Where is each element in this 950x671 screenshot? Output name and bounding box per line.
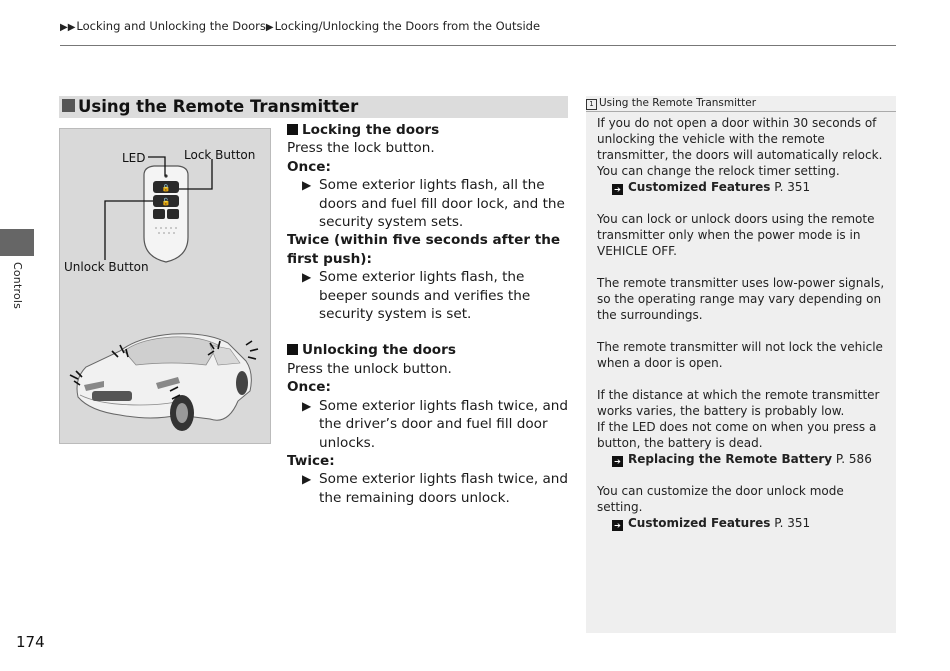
svg-text:🔓: 🔓	[161, 198, 171, 206]
callout-unlock-button: Unlock Button	[64, 260, 149, 274]
sidebar-body	[597, 115, 889, 531]
callout-lock-button: Lock Button	[184, 148, 256, 162]
locking-once-label: Once:	[287, 158, 331, 175]
breadcrumb-level2[interactable]: Locking/Unlocking the Doors from the Outside	[274, 19, 541, 33]
unlocking-once-result: ▶ Some exterior lights flash twice, and the driver’s door and fuel fill door unlocks.	[302, 397, 569, 451]
unlocking-twice-label: Twice:	[287, 452, 335, 469]
note-paragraph: You can lock or unlock doors using the remote transmitter only when the power mode is in VEHICLE OFF.	[597, 212, 875, 258]
sidebar-title: 1 Using the Remote Transmitter	[586, 96, 896, 112]
header-divider	[60, 45, 896, 46]
xref-customized-features[interactable]: ➔ Customized Features P. 351	[597, 179, 889, 195]
locking-heading: Locking the doors	[287, 121, 572, 139]
locking-once-result: ▶ Some exterior lights flash, all the doors and fuel fill door lock, and the security system sets.	[302, 177, 565, 231]
note-paragraph: If the LED does not come on when you press a button, the battery is dead.	[597, 420, 877, 450]
unlocking-heading: Unlocking the doors	[287, 341, 572, 359]
result-arrow-icon: ▶	[302, 270, 312, 285]
locking-twice-label: Twice (within five seconds after the first push):	[287, 232, 561, 267]
heading-square-icon	[62, 99, 75, 112]
result-arrow-icon: ▶	[302, 398, 312, 413]
breadcrumb-level1[interactable]: Locking and Unlocking the Doors	[76, 19, 266, 33]
breadcrumb	[60, 19, 540, 33]
xref-arrow-icon: ➔	[612, 456, 623, 467]
note-paragraph: The remote transmitter will not lock the vehicle when a door is open.	[597, 340, 883, 370]
breadcrumb-arrow-icon: ▶	[265, 22, 274, 33]
result-arrow-icon: ▶	[302, 178, 312, 193]
key-fob-icon	[144, 166, 188, 262]
locking-intro: Press the lock button.	[287, 140, 435, 157]
callout-led: LED	[122, 151, 146, 165]
note-paragraph: You can change the relock timer setting.	[597, 164, 840, 178]
unlocking-once-label: Once:	[287, 379, 331, 396]
note-icon: 1	[586, 99, 597, 110]
chapter-tab-label: Controls	[11, 262, 24, 310]
breadcrumb-arrow-icon: ▶▶	[60, 22, 76, 33]
page-number: 174	[16, 633, 45, 651]
main-content	[287, 121, 572, 507]
unlocking-twice-result: ▶ Some exterior lights flash twice, and the remaining doors unlock.	[302, 471, 569, 506]
svg-text:🔒: 🔒	[161, 184, 171, 192]
chapter-tab	[0, 229, 34, 256]
car-icon	[70, 334, 258, 431]
section-heading	[59, 96, 568, 118]
heading-square-icon	[287, 124, 298, 135]
xref-customized-features[interactable]: ➔ Customized Features P. 351	[597, 515, 889, 531]
note-paragraph: If you do not open a door within 30 seconds of unlocking the vehicle with the remote transmitter, the doors will automatically relock.	[597, 116, 883, 162]
note-paragraph: You can customize the door unlock mode setting.	[597, 484, 844, 514]
note-paragraph: The remote transmitter uses low-power signals, so the operating range may vary depending on the surroundings.	[597, 276, 885, 322]
remote-and-car-illustration	[59, 128, 271, 444]
xref-replacing-remote-battery[interactable]: ➔ Replacing the Remote Battery P. 586	[597, 451, 889, 467]
section-title: Using the Remote Transmitter	[78, 97, 359, 116]
unlocking-intro: Press the unlock button.	[287, 360, 452, 377]
locking-twice-result: ▶ Some exterior lights flash, the beeper sounds and verifies the security system is set.	[302, 269, 531, 323]
result-arrow-icon: ▶	[302, 472, 312, 487]
xref-arrow-icon: ➔	[612, 520, 623, 531]
note-paragraph: If the distance at which the remote transmitter works varies, the battery is probably low.	[597, 388, 880, 418]
sidebar-notes	[586, 96, 896, 633]
illustration-graphic	[60, 129, 270, 443]
xref-arrow-icon: ➔	[612, 184, 623, 195]
heading-square-icon	[287, 344, 298, 355]
